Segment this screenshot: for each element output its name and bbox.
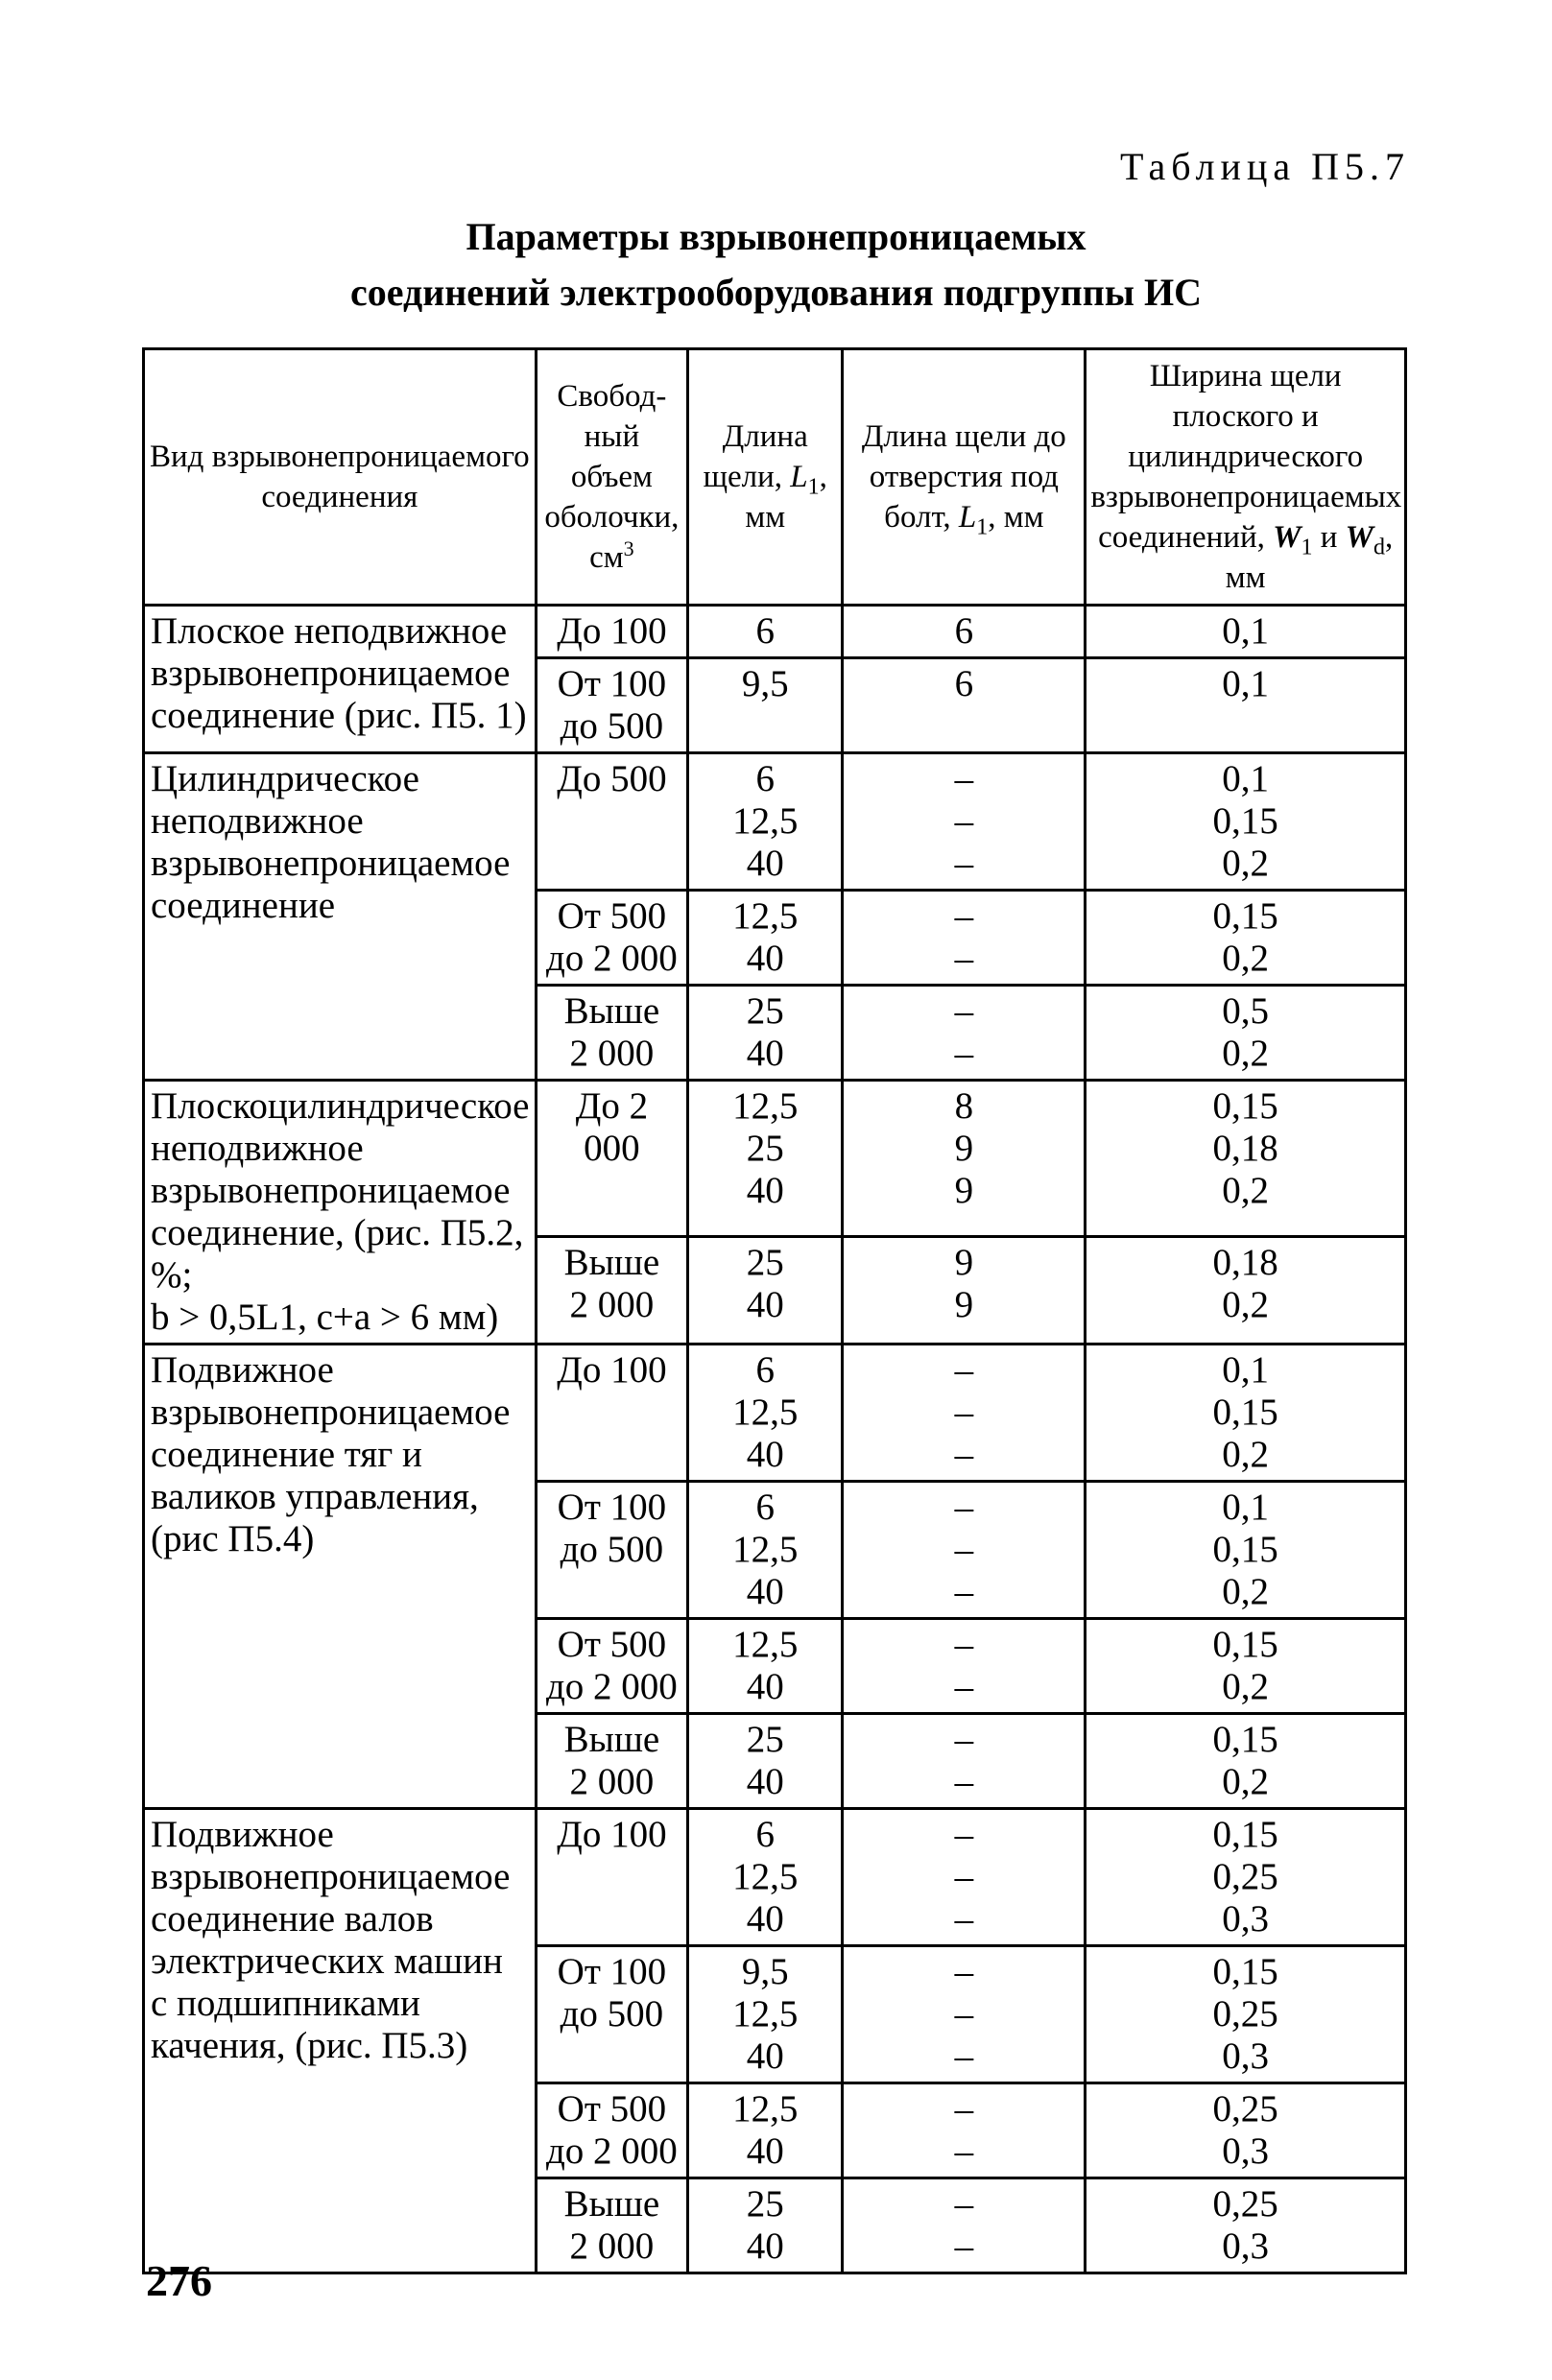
header-row <box>144 349 1406 606</box>
width-cell: 0,25 0,3 <box>1086 2083 1406 2178</box>
volume-cell: Выше 2 000 <box>536 1236 687 1345</box>
volume-cell: До 100 <box>536 606 687 658</box>
header-kind: Вид взрывонепроницаемого соединения <box>144 349 537 606</box>
volume-cell: От 500 до 2 000 <box>536 891 687 986</box>
volume-cell: От 100 до 500 <box>536 1946 687 2083</box>
header-gap-length-sub: 1 <box>807 474 820 500</box>
width-cell: 0,5 0,2 <box>1086 986 1406 1081</box>
gap-length-cell: 12,5 40 <box>688 2083 843 2178</box>
gap-length-cell: 6 12,5 40 <box>688 753 843 891</box>
gap-length-cell: 9,5 <box>688 658 843 753</box>
bolt-length-cell: 9 9 <box>843 1236 1086 1345</box>
header-volume-unit-sup: 3 <box>623 536 634 560</box>
header-width-and: и <box>1312 520 1346 555</box>
gap-length-cell: 12,5 40 <box>688 891 843 986</box>
gap-length-cell: 6 12,5 40 <box>688 1482 843 1619</box>
header-width <box>1086 349 1406 606</box>
bolt-length-cell: – – – <box>843 1809 1086 1946</box>
width-cell: 0,15 0,2 <box>1086 891 1406 986</box>
header-bolt-length <box>843 349 1086 606</box>
width-cell: 0,15 0,2 <box>1086 1714 1406 1809</box>
volume-cell: От 500 до 2 000 <box>536 1619 687 1714</box>
volume-cell: Выше 2 000 <box>536 986 687 1081</box>
table-row <box>144 606 1406 658</box>
header-gap-length-unit: , мм <box>745 460 827 535</box>
bolt-length-cell: – – <box>843 986 1086 1081</box>
gap-length-cell: 25 40 <box>688 2178 843 2273</box>
header-gap-length-var: L <box>790 460 808 494</box>
gap-length-cell: 12,5 40 <box>688 1619 843 1714</box>
width-cell: 0,1 0,15 0,2 <box>1086 753 1406 891</box>
page-number: 276 <box>146 2256 212 2305</box>
bolt-length-cell: 6 <box>843 606 1086 658</box>
gap-length-cell: 12,5 25 40 <box>688 1081 843 1237</box>
gap-length-cell: 6 <box>688 606 843 658</box>
table-row <box>144 1809 1406 1946</box>
header-bolt-length-text: Длина щели до отверстия под болт, <box>861 419 1066 535</box>
header-volume-unit: см <box>589 540 624 575</box>
table-row <box>144 1345 1406 1482</box>
header-volume <box>536 349 687 606</box>
header-gap-length <box>688 349 843 606</box>
width-cell: 0,25 0,3 <box>1086 2178 1406 2273</box>
width-cell: 0,15 0,2 <box>1086 1619 1406 1714</box>
volume-cell: Выше 2 000 <box>536 1714 687 1809</box>
width-cell: 0,15 0,25 0,3 <box>1086 1809 1406 1946</box>
joint-kind-cell: Подвижное взрывонепроницаемое соединение тяг и валиков управления, (рис П5.4) <box>144 1345 537 1809</box>
width-cell: 0,1 0,15 0,2 <box>1086 1345 1406 1482</box>
header-bolt-length-unit: , мм <box>988 500 1044 535</box>
header-bolt-length-var: L <box>958 500 977 535</box>
header-width-var2: W <box>1345 520 1373 555</box>
width-cell: 0,18 0,2 <box>1086 1236 1406 1345</box>
bolt-length-cell: – – <box>843 1619 1086 1714</box>
table-row <box>144 753 1406 891</box>
volume-cell: От 500 до 2 000 <box>536 2083 687 2178</box>
bolt-length-cell: – – – <box>843 1345 1086 1482</box>
header-bolt-length-sub: 1 <box>976 514 989 540</box>
bolt-length-cell: – – – <box>843 1482 1086 1619</box>
table-row <box>144 1081 1406 1237</box>
table-title <box>0 209 1552 321</box>
table-title-line-2: соединений электрооборудования подгруппы ИС <box>350 271 1202 314</box>
width-cell: 0,1 <box>1086 606 1406 658</box>
table-title-line-1: Параметры взрывонепроницаемых <box>466 215 1086 258</box>
volume-cell: От 100 до 500 <box>536 1482 687 1619</box>
bolt-length-cell: – – <box>843 2178 1086 2273</box>
bolt-length-cell: – – <box>843 2083 1086 2178</box>
bolt-length-cell: – – – <box>843 753 1086 891</box>
header-width-text: Ширина щели плоского и цилиндрического взрывонепроницаемых соединений, <box>1090 359 1402 555</box>
volume-cell: До 2 000 <box>536 1081 687 1237</box>
gap-length-cell: 25 40 <box>688 1714 843 1809</box>
gap-length-cell: 6 12,5 40 <box>688 1345 843 1482</box>
joint-kind-cell: Цилиндрическое неподвижное взрывонепроницаемое соединение <box>144 753 537 1081</box>
joint-kind-cell: Плоское неподвижное взрывонепроницаемое соединение (рис. П5. 1) <box>144 606 537 753</box>
joint-kind-cell: Подвижное взрывонепроницаемое соединение валов электрических машин с подшипниками качения, (рис. П5.3) <box>144 1809 537 2273</box>
header-gap-length-text: Длина щели, <box>703 419 808 494</box>
volume-cell: До 100 <box>536 1345 687 1482</box>
width-cell: 0,15 0,25 0,3 <box>1086 1946 1406 2083</box>
bolt-length-cell: 6 <box>843 658 1086 753</box>
header-width-var1: W <box>1273 520 1301 555</box>
width-cell: 0,1 <box>1086 658 1406 753</box>
volume-cell: До 500 <box>536 753 687 891</box>
joint-kind-cell: Плоскоцилиндрическое неподвижное взрывонепроницаемое соединение, (рис. П5.2, %; b > 0,5L1, c+a > 6 мм) <box>144 1081 537 1345</box>
bolt-length-cell: 8 9 9 <box>843 1081 1086 1237</box>
header-width-sub1: 1 <box>1301 535 1313 560</box>
gap-length-cell: 6 12,5 40 <box>688 1809 843 1946</box>
volume-cell: До 100 <box>536 1809 687 1946</box>
header-volume-text: Свобод-ный объем оболочки, <box>544 379 680 535</box>
width-cell: 0,1 0,15 0,2 <box>1086 1482 1406 1619</box>
bolt-length-cell: – – – <box>843 1946 1086 2083</box>
gap-length-cell: 25 40 <box>688 1236 843 1345</box>
parameters-table <box>142 347 1407 2274</box>
table-label: Таблица П5.7 <box>1120 145 1410 188</box>
volume-cell: От 100 до 500 <box>536 658 687 753</box>
gap-length-cell: 9,5 12,5 40 <box>688 1946 843 2083</box>
bolt-length-cell: – – <box>843 1714 1086 1809</box>
width-cell: 0,15 0,18 0,2 <box>1086 1081 1406 1237</box>
bolt-length-cell: – – <box>843 891 1086 986</box>
header-width-unit: , мм <box>1225 520 1394 595</box>
gap-length-cell: 25 40 <box>688 986 843 1081</box>
header-width-sub2: d <box>1373 535 1385 560</box>
volume-cell: Выше 2 000 <box>536 2178 687 2273</box>
